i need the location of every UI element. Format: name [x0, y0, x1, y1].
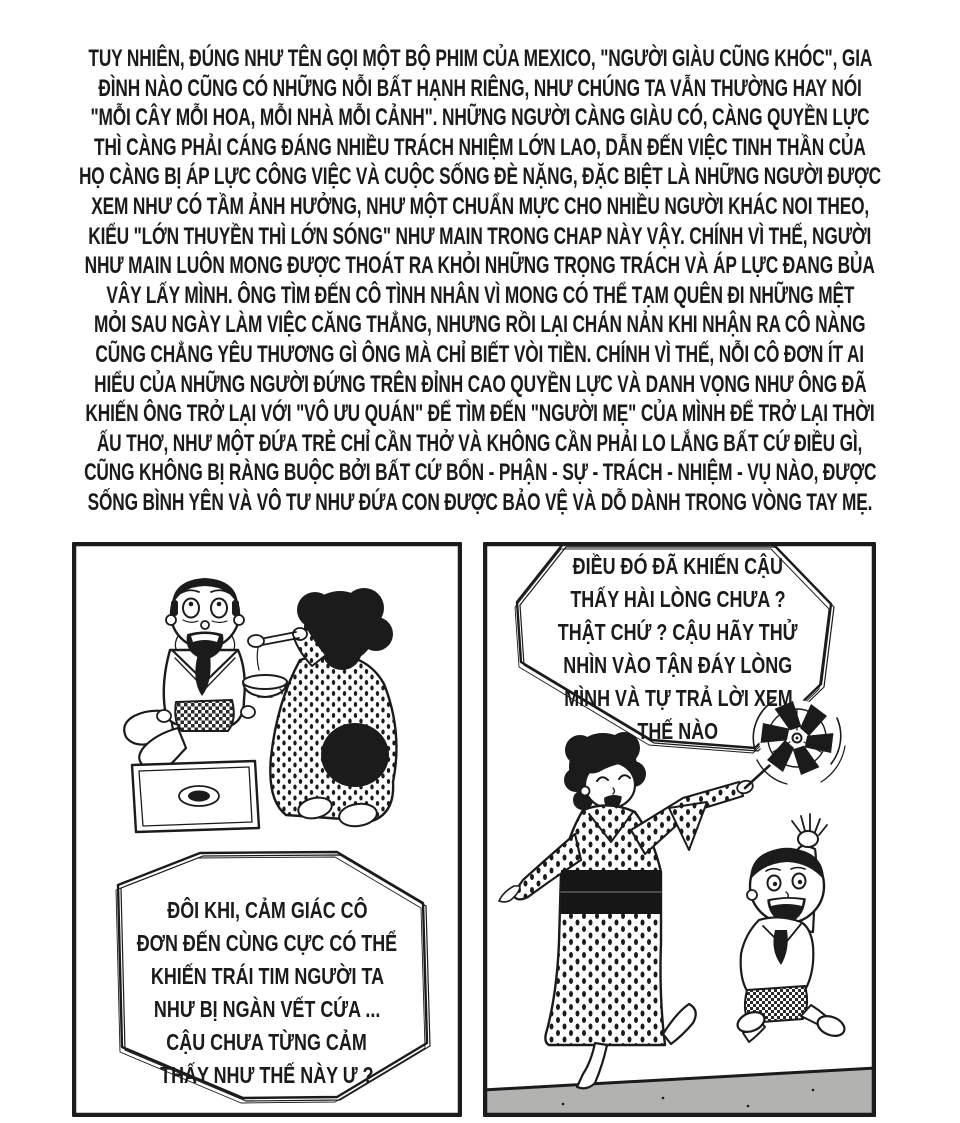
speech-bubble-left-text: [82, 894, 452, 1092]
boy-figure: [735, 814, 848, 1042]
comic-panel-left: [72, 542, 462, 1117]
intro-line: THÌ CÀNG PHẢI CÁNG ĐÁNG NHIỀU TRÁCH NHIỆM LỚN LAO, DẪN ĐẾN VIỆC TINH THẦN CỦA: [94, 133, 866, 161]
intro-line: SỐNG BÌNH YÊN VÀ VÔ TƯ NHƯ ĐỨA CON ĐƯỢC BẢO VỆ VÀ DỖ DÀNH TRONG VÒNG TAY MẸ.: [87, 488, 873, 516]
bubble-line: THẬT CHỨ ? CẬU HÃY THỬ: [558, 619, 798, 645]
intro-line: HIỂU CỦA NHỮNG NGƯỜI ĐỨNG TRÊN ĐỈNH CAO QUYỀN LỰC VÀ DANH VỌNG NHƯ ÔNG ĐÃ: [93, 370, 867, 398]
mother-figure: [499, 732, 755, 1088]
intro-line: MỎI SAU NGÀY LÀM VIỆC CĂNG THẲNG, NHƯNG RỒI LẠI CHÁN NẢN KHI NHẬN RA CÔ NÀNG: [94, 311, 866, 339]
comic-panel-right: [483, 542, 876, 1117]
intro-line: HỌ CÀNG BỊ ÁP LỰC CÔNG VIỆC VÀ CUỘC SỐNG ĐÈ NẶNG, ĐẶC BIỆT LÀ NHỮNG NGƯỜI ĐƯỢC: [78, 163, 882, 191]
bubble-line: ĐIỀU ĐÓ ĐÃ KHIẾN CẬU: [572, 553, 784, 579]
intro-paragraph: [0, 44, 960, 518]
boy-figure: [124, 578, 255, 769]
meal-tray: [132, 761, 259, 832]
speech-bubble-right-text: [493, 550, 863, 748]
obi-sash: [561, 870, 661, 914]
food-morsel: [248, 635, 264, 647]
intro-line: TUY NHIÊN, ĐÚNG NHƯ TÊN GỌI MỘT BỘ PHIM CỦA MEXICO, "NGƯỜI GIÀU CŨNG KHÓC", GIA: [88, 45, 872, 72]
intro-line: CŨNG CHẲNG YÊU THƯƠNG GÌ ÔNG MÀ CHỈ BIẾT VÒI TIỀN. CHÍNH VÌ THẾ, NỖI CÔ ĐƠN ÍT AI: [95, 340, 865, 368]
bubble-line: NHÌN VÀO TẬN ĐÁY LÒNG: [563, 652, 793, 678]
bubble-line: THẾ NÀO: [637, 718, 719, 744]
mother-figure: [243, 588, 396, 829]
bubble-line: CẬU CHƯA TỪNG CẢM: [166, 1029, 368, 1055]
mother-back-foot: [663, 1004, 696, 1044]
bubble-line: THẤY HÀI LÒNG CHƯA ?: [570, 586, 786, 612]
bubble-line: NHƯ BỊ NGÀN VẾT CỨA ...: [153, 996, 381, 1022]
intro-line: CŨNG KHÔNG BỊ RÀNG BUỘC BỞI BẤT CỨ BỔN - PHẬN - SỰ - TRÁCH - NHIỆM - VỤ NÀO, ĐƯỢC: [83, 459, 877, 487]
intro-line: XEM NHƯ CÓ TẦM ẢNH HƯỞNG, NHƯ MỘT CHUẨN MỰC CHO NHIỀU NGƯỜI KHÁC NOI THEO,: [91, 192, 869, 220]
intro-line: NHƯ MAIN LUÔN MONG ĐƯỢC THOÁT RA KHỎI NHỮNG TRỌNG TRÁCH VÀ ÁP LỰC ĐANG BỦA: [84, 252, 876, 280]
intro-line: "MỖI CÂY MỖI HOA, MỖI NHÀ MỖI CẢNH". NHỮNG NGƯỜI CÀNG GIÀU CÓ, CÀNG QUYỀN LỰC: [90, 104, 870, 132]
intro-line: KIỂU "LỚN THUYỀN THÌ LỚN SÓNG" NHƯ MAIN TRONG CHAP NÀY VẬY. CHÍNH VÌ THẾ, NGƯỜI: [88, 222, 872, 250]
bubble-line: ĐÔI KHI, CẢM GIÁC CÔ: [166, 897, 368, 923]
bubble-line: ĐƠN ĐẾN CÙNG CỰC CÓ THỂ: [136, 930, 398, 956]
intro-line: ẤU THƠ, NHƯ MỘT ĐỨA TRẺ CHỈ CẦN THỞ VÀ KHÔNG CẦN PHẢI LO LẮNG BẤT CỨ ĐIỀU GÌ,: [97, 429, 863, 457]
intro-line: VÂY LẤY MÌNH. ÔNG TÌM ĐẾN CÔ TÌNH NHÂN VÌ MONG CÓ THỂ TẠM QUÊN ĐI NHỮNG MỆT: [106, 281, 854, 309]
floor: [483, 1068, 876, 1117]
intro-line: ĐÌNH NÀO CŨNG CÓ NHỮNG NỖI BẤT HẠNH RIÊNG, NHƯ CHÚNG TA VẪN THƯỜNG HAY NÓI: [98, 74, 862, 102]
bubble-line: KHIẾN TRÁI TIM NGƯỜI TA: [150, 963, 384, 989]
bubble-line: MÌNH VÀ TỰ TRẢ LỜI XEM: [563, 685, 793, 711]
bubble-line: THẤY NHƯ THẾ NÀY Ư ?: [160, 1062, 374, 1088]
rice-bowl: [243, 675, 287, 697]
mother-front-leg: [577, 1043, 607, 1088]
intro-line: KHIẾN ÔNG TRỞ LẠI VỚI "VÔ ƯU QUÁN" ĐỂ TÌM ĐẾN "NGƯỜI MẸ" CỦA MÌNH ĐỂ TRỞ LẠI THỜI: [85, 400, 875, 428]
